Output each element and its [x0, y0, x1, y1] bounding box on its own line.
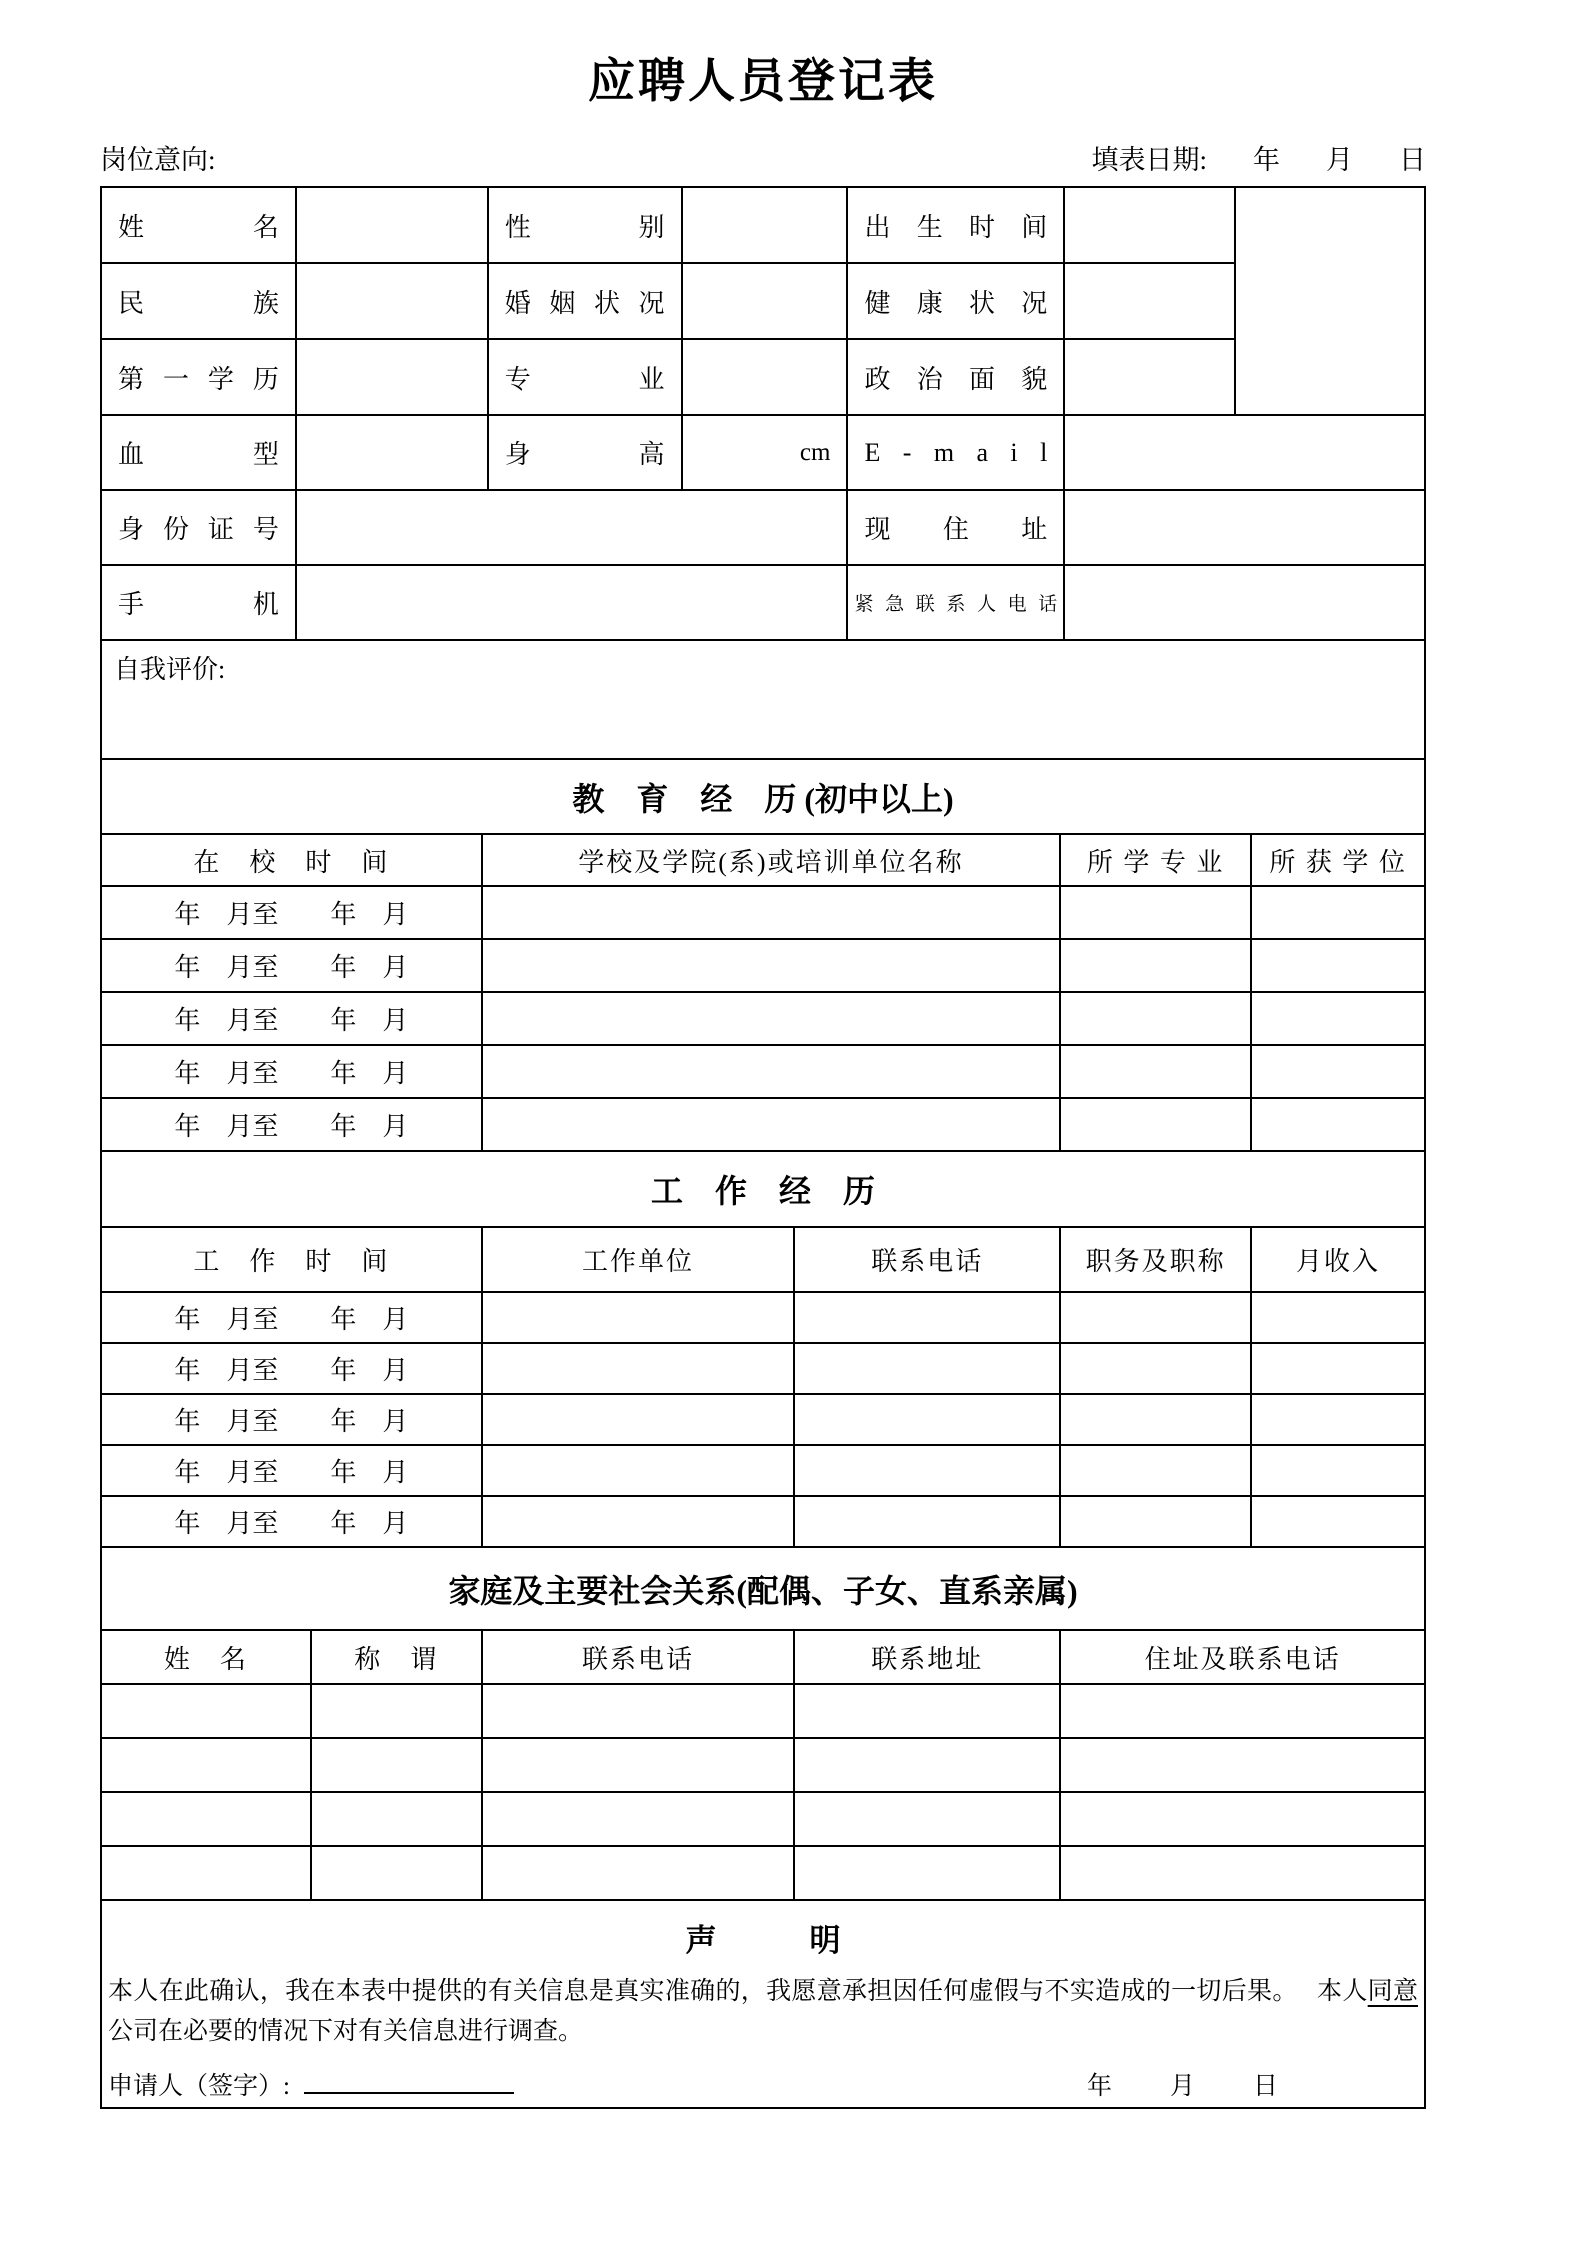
field-label-marital: 婚姻状况 — [488, 263, 682, 339]
work-position-cell — [1060, 1292, 1251, 1343]
education-period-cell: 年 月至 年 月 — [101, 992, 482, 1045]
education-school-cell — [482, 992, 1061, 1045]
col-header-family-name: 姓 名 — [101, 1630, 311, 1684]
table-row — [101, 1684, 1425, 1738]
declaration-text-part1: 本人在此确认，我在本表中提供的有关信息是真实准确的，我愿意承担因任何虚假与不实造成的一切后果。 本人 — [108, 1978, 1368, 2006]
field-value-marital — [682, 263, 848, 339]
table-row — [101, 415, 1425, 490]
fill-date-day: 日 — [1399, 145, 1426, 176]
field-value-gender — [682, 187, 848, 263]
education-period-cell: 年 月至 年 月 — [101, 886, 482, 939]
education-period-cell: 年 月至 年 月 — [101, 939, 482, 992]
field-value-blood-type — [296, 415, 488, 490]
family-address-cell — [794, 1738, 1060, 1792]
declaration-text — [108, 1972, 1418, 2052]
field-label-height: 身高 — [488, 415, 682, 490]
education-major-cell — [1060, 1045, 1251, 1098]
fill-date-month: 月 — [1326, 145, 1353, 176]
declaration-cell — [101, 1900, 1425, 2108]
sign-date-month: 月 — [1169, 2073, 1195, 2101]
education-school-cell — [482, 1098, 1061, 1151]
signature-line — [108, 2064, 1418, 2105]
education-major-cell — [1060, 1098, 1251, 1151]
field-label-gender: 性别 — [488, 187, 682, 263]
family-name-cell — [101, 1846, 311, 1900]
family-relation-cell — [311, 1792, 482, 1846]
field-value-name — [296, 187, 488, 263]
work-employer-cell — [482, 1394, 795, 1445]
section-header-row — [101, 759, 1425, 834]
family-phone-cell — [482, 1684, 795, 1738]
work-income-cell — [1251, 1343, 1425, 1394]
education-school-cell — [482, 939, 1061, 992]
fill-date-label: 填表日期: — [1091, 145, 1207, 176]
family-phone-cell — [482, 1738, 795, 1792]
family-section-title: 家庭及主要社会关系(配偶、子女、直系亲属) — [101, 1547, 1425, 1630]
column-header-row — [101, 1630, 1425, 1684]
field-value-id-number — [296, 490, 848, 565]
work-employer-cell — [482, 1343, 795, 1394]
family-address-phone-cell — [1060, 1846, 1425, 1900]
header-line — [100, 143, 1426, 177]
work-period-cell: 年 月至 年 月 — [101, 1292, 482, 1343]
col-header-address-and-phone: 住址及联系电话 — [1060, 1630, 1425, 1684]
declaration-table — [100, 1899, 1426, 2109]
table-row — [101, 1098, 1425, 1151]
education-degree-cell — [1251, 939, 1425, 992]
family-relation-cell — [311, 1846, 482, 1900]
col-header-relation: 称 谓 — [311, 1630, 482, 1684]
field-value-political — [1064, 339, 1235, 415]
family-address-phone-cell — [1060, 1684, 1425, 1738]
col-header-degree: 所 获 学 位 — [1251, 834, 1425, 886]
table-row — [101, 1343, 1425, 1394]
education-major-cell — [1060, 939, 1251, 992]
family-name-cell — [101, 1792, 311, 1846]
col-header-school-name: 学校及学院(系)或培训单位名称 — [482, 834, 1061, 886]
family-address-phone-cell — [1060, 1792, 1425, 1846]
field-label-major: 专业 — [488, 339, 682, 415]
col-header-monthly-income: 月收入 — [1251, 1227, 1425, 1292]
sign-date-year: 年 — [1086, 2073, 1112, 2101]
work-position-cell — [1060, 1445, 1251, 1496]
work-period-cell: 年 月至 年 月 — [101, 1496, 482, 1547]
fill-date-year: 年 — [1253, 145, 1280, 176]
table-row — [101, 1846, 1425, 1900]
field-label-emergency-contact: 紧急联系人电话 — [847, 565, 1064, 640]
field-value-mobile — [296, 565, 848, 640]
work-income-cell — [1251, 1292, 1425, 1343]
work-employer-cell — [482, 1292, 795, 1343]
work-period-cell: 年 月至 年 月 — [101, 1394, 482, 1445]
education-major-cell — [1060, 992, 1251, 1045]
work-position-cell — [1060, 1343, 1251, 1394]
work-income-cell — [1251, 1445, 1425, 1496]
work-phone-cell — [794, 1496, 1060, 1547]
work-position-cell — [1060, 1394, 1251, 1445]
col-header-work-period: 工 作 时 间 — [101, 1227, 482, 1292]
education-degree-cell — [1251, 886, 1425, 939]
table-row — [101, 1792, 1425, 1846]
personal-info-table — [100, 186, 1426, 760]
column-header-row — [101, 834, 1425, 886]
work-position-cell — [1060, 1496, 1251, 1547]
position-intent-label: 岗位意向: — [100, 145, 216, 176]
column-header-row — [101, 1227, 1425, 1292]
table-row — [101, 187, 1425, 263]
declaration-title: 声 明 — [685, 1923, 841, 1959]
education-degree-cell — [1251, 992, 1425, 1045]
table-row — [101, 886, 1425, 939]
signature-blank — [304, 2064, 514, 2094]
field-value-major — [682, 339, 848, 415]
col-header-employer: 工作单位 — [482, 1227, 795, 1292]
field-value-health — [1064, 263, 1235, 339]
family-address-cell — [794, 1792, 1060, 1846]
fill-date-group — [1091, 143, 1426, 177]
education-period-cell: 年 月至 年 月 — [101, 1098, 482, 1151]
work-section-title: 工 作 经 历 — [101, 1151, 1425, 1227]
field-value-first-education — [296, 339, 488, 415]
family-phone-cell — [482, 1792, 795, 1846]
field-label-email: E - m a i l — [847, 415, 1064, 490]
education-school-cell — [482, 886, 1061, 939]
family-relation-cell — [311, 1684, 482, 1738]
table-row — [101, 1900, 1425, 2108]
self-evaluation-cell: 自我评价: — [101, 640, 1425, 759]
family-table — [100, 1546, 1426, 1901]
table-row — [101, 992, 1425, 1045]
col-header-family-address: 联系地址 — [794, 1630, 1060, 1684]
table-row — [101, 1292, 1425, 1343]
section-header-row — [101, 1547, 1425, 1630]
col-header-contact-phone: 联系电话 — [794, 1227, 1060, 1292]
family-name-cell — [101, 1738, 311, 1792]
field-label-ethnicity: 民族 — [101, 263, 296, 339]
table-row — [101, 1445, 1425, 1496]
work-income-cell — [1251, 1496, 1425, 1547]
photo-cell — [1235, 187, 1425, 415]
section-header-row — [101, 1151, 1425, 1227]
education-school-cell — [482, 1045, 1061, 1098]
family-name-cell — [101, 1684, 311, 1738]
table-row — [101, 339, 1425, 415]
field-value-height-cm: cm — [682, 415, 848, 490]
family-address-cell — [794, 1846, 1060, 1900]
table-row — [101, 565, 1425, 640]
form-content — [100, 0, 1426, 2109]
field-value-email — [1064, 415, 1425, 490]
table-row — [101, 1738, 1425, 1792]
field-value-birth-date — [1064, 187, 1235, 263]
work-income-cell — [1251, 1394, 1425, 1445]
field-label-blood-type: 血型 — [101, 415, 296, 490]
education-degree-cell — [1251, 1045, 1425, 1098]
field-label-mobile: 手机 — [101, 565, 296, 640]
education-period-cell: 年 月至 年 月 — [101, 1045, 482, 1098]
col-header-position-title: 职务及职称 — [1060, 1227, 1251, 1292]
col-header-major-studied: 所 学 专 业 — [1060, 834, 1251, 886]
field-value-current-address — [1064, 490, 1425, 565]
field-label-name: 姓名 — [101, 187, 296, 263]
table-row — [101, 263, 1425, 339]
field-label-id-number: 身份证号 — [101, 490, 296, 565]
field-label-current-address: 现住址 — [847, 490, 1064, 565]
table-row — [101, 1045, 1425, 1098]
education-degree-cell — [1251, 1098, 1425, 1151]
table-row — [101, 640, 1425, 759]
declaration-text-underlined: 同意 — [1367, 1978, 1418, 2006]
signer-label: 申请人（签字）: — [108, 2073, 290, 2101]
declaration-text-part2: 公司在必要的情况下对有关信息进行调查。 — [108, 2018, 584, 2046]
family-relation-cell — [311, 1738, 482, 1792]
work-phone-cell — [794, 1343, 1060, 1394]
sign-date-day: 日 — [1252, 2073, 1278, 2101]
field-value-emergency-contact — [1064, 565, 1425, 640]
work-phone-cell — [794, 1292, 1060, 1343]
table-row — [101, 1394, 1425, 1445]
family-address-cell — [794, 1684, 1060, 1738]
work-period-cell: 年 月至 年 月 — [101, 1343, 482, 1394]
sign-date-group — [1087, 2069, 1278, 2105]
work-employer-cell — [482, 1496, 795, 1547]
family-phone-cell — [482, 1846, 795, 1900]
family-address-phone-cell — [1060, 1738, 1425, 1792]
work-experience-table — [100, 1150, 1426, 1548]
page-title: 应聘人员登记表 — [588, 54, 938, 109]
education-major-cell — [1060, 886, 1251, 939]
work-employer-cell — [482, 1445, 795, 1496]
field-label-birth-date: 出生时间 — [847, 187, 1064, 263]
field-label-first-education: 第一学历 — [101, 339, 296, 415]
table-row — [101, 939, 1425, 992]
work-phone-cell — [794, 1394, 1060, 1445]
education-section-title: 教 育 经 历 (初中以上) — [101, 759, 1425, 834]
field-label-health: 健康状况 — [847, 263, 1064, 339]
col-header-school-period: 在 校 时 间 — [101, 834, 482, 886]
signer-label-group — [108, 2064, 514, 2105]
table-row — [101, 1496, 1425, 1547]
work-phone-cell — [794, 1445, 1060, 1496]
work-period-cell: 年 月至 年 月 — [101, 1445, 482, 1496]
table-row — [101, 490, 1425, 565]
field-label-political: 政治面貌 — [847, 339, 1064, 415]
education-table — [100, 758, 1426, 1152]
field-value-ethnicity — [296, 263, 488, 339]
col-header-family-phone: 联系电话 — [482, 1630, 795, 1684]
